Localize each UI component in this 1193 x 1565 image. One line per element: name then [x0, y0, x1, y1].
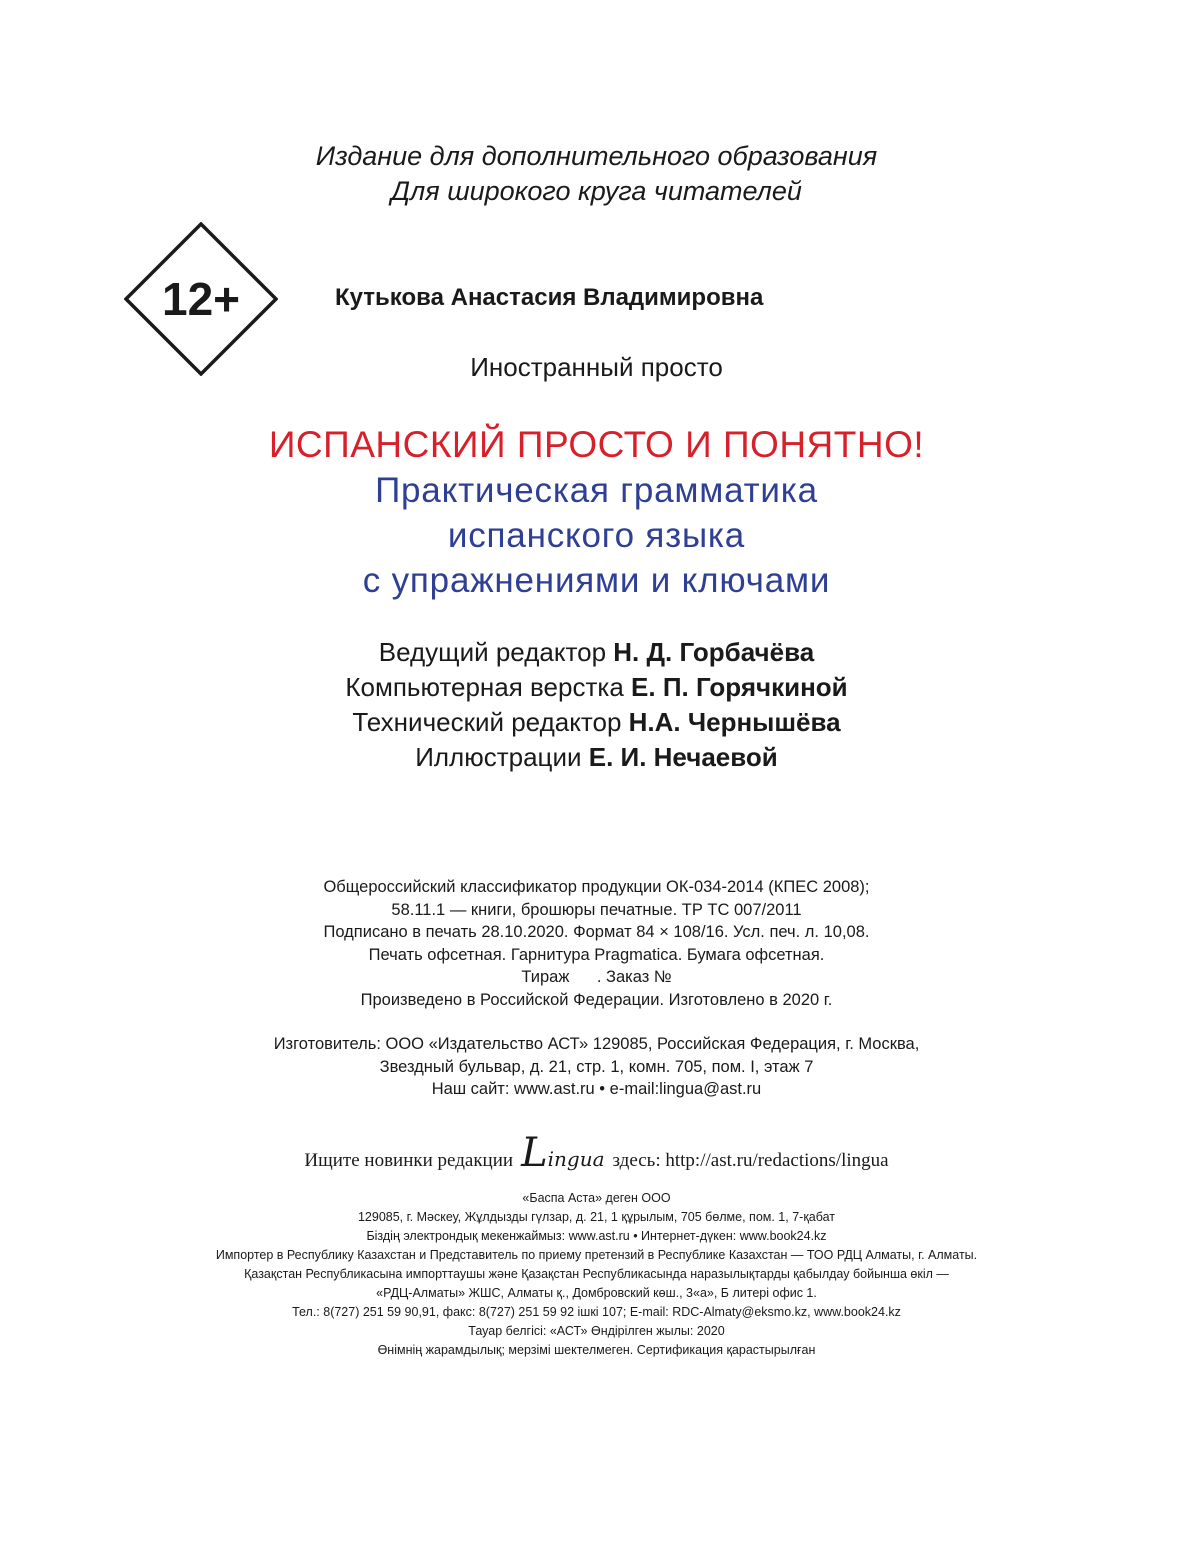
credit-line [0, 672, 1193, 703]
credit-line [0, 637, 1193, 668]
imprint-line: Произведено в Российской Федерации. Изготовлено в 2020 г. [360, 990, 833, 1009]
credit-name: Н. Д. Горбачёва [613, 637, 815, 667]
lingua-link[interactable]: здесь: http://ast.ru/redactions/lingua [612, 1150, 889, 1171]
credit-name: Е. П. Горячкиной [631, 672, 848, 702]
credit-role: Иллюстрации [415, 742, 582, 772]
kz-line: 129085, г. Мәскеу, Жұлдызды гүлзар, д. 21, 1 құрылым, 705 бөлме, пом. 1, 7-қабат [357, 1210, 836, 1224]
lingua-logo: Lingua [521, 1130, 605, 1176]
imprint-line: 58.11.1 — книги, брошюры печатные. ТР ТС 007/2011 [391, 900, 802, 919]
kz-line: Тел.: 8(727) 251 59 90,91, факс: 8(727) 251 59 92 ішкі 107; E-mail: RDC-Almaty@eksmo.kz, www.book24.kz [292, 1305, 901, 1319]
manufacturer-line: Наш сайт: www.ast.ru • e-mail:lingua@ast.ru [431, 1080, 762, 1098]
imprint-line: Печать офсетная. Гарнитура Pragmatica. Бумага офсетная. [368, 945, 825, 964]
lingua-promo [0, 1130, 1193, 1176]
lingua-text: Ищите новинки редакции [304, 1150, 514, 1171]
subtitle-line: Практическая грамматика [375, 471, 818, 510]
imprint-line: Подписано в печать 28.10.2020. Формат 84 × 108/16. Усл. печ. л. 10,08. [323, 923, 870, 941]
imprint-block [0, 876, 1193, 1011]
credit-role: Технический редактор [352, 707, 622, 737]
edition-note: Издание для дополнительного образования [315, 141, 878, 171]
kz-line: Біздің электрондық мекенжаймыз: www.ast.ru • Интернет-дүкен: www.book24.kz [366, 1229, 827, 1243]
manufacturer-line: Звездный бульвар, д. 21, стр. 1, комн. 705, пом. I, этаж 7 [379, 1057, 814, 1076]
imprint-line: Общероссийский классификатор продукции ОК-034-2014 (КПЕС 2008); [323, 878, 870, 896]
kz-line: «РДЦ-Алматы» ЖШС, Алматы қ., Домбровский көш., 3«а», Б литері офис 1. [376, 1286, 817, 1300]
book-title: ИСПАНСКИЙ ПРОСТО И ПОНЯТНО! [268, 424, 925, 465]
audience-note: Для широкого круга читателей [391, 176, 802, 206]
subtitle-line: испанского языка [447, 516, 746, 555]
manufacturer-block [0, 1033, 1193, 1101]
imprint-line: Тираж . Заказ № [521, 968, 672, 986]
kz-line: Импортер в Республику Казахстан и Представитель по приему претензий в Республике Казахстан — ТОО РДЦ Алматы, г. Алматы. [215, 1248, 978, 1262]
credit-name: Н.А. Чернышёва [628, 707, 841, 737]
subtitle-line: с упражнениями и ключами [362, 561, 831, 600]
credit-role: Компьютерная верстка [345, 672, 624, 702]
credit-name: Е. И. Нечаевой [588, 742, 778, 772]
credit-line [0, 707, 1193, 738]
author-name: Кутькова Анастасия Владимировна [335, 284, 764, 311]
kz-info-block [0, 1189, 1193, 1360]
credit-role: Ведущий редактор [378, 637, 607, 667]
kz-line: Өнімнің жарамдылық; мерзімі шектелмеген. Сертификация қарастырылған [377, 1343, 816, 1357]
age-rating: 12+ [161, 273, 241, 325]
kz-line: «Баспа Аста» деген ООО [522, 1191, 671, 1205]
credit-line [0, 742, 1193, 773]
kz-line: Тауар белгісі: «АСТ» Өндірілген жылы: 2020 [468, 1324, 725, 1338]
kz-line: Қазақстан Республикасына импорттаушы және Қазақстан Республикасында наразылықтарды қабылдау бойынша өкіл — [244, 1267, 949, 1281]
manufacturer-line: Изготовитель: ООО «Издательство АСТ» 129085, Российская Федерация, г. Москва, [273, 1035, 920, 1053]
series-name: Иностранный просто [470, 352, 723, 382]
